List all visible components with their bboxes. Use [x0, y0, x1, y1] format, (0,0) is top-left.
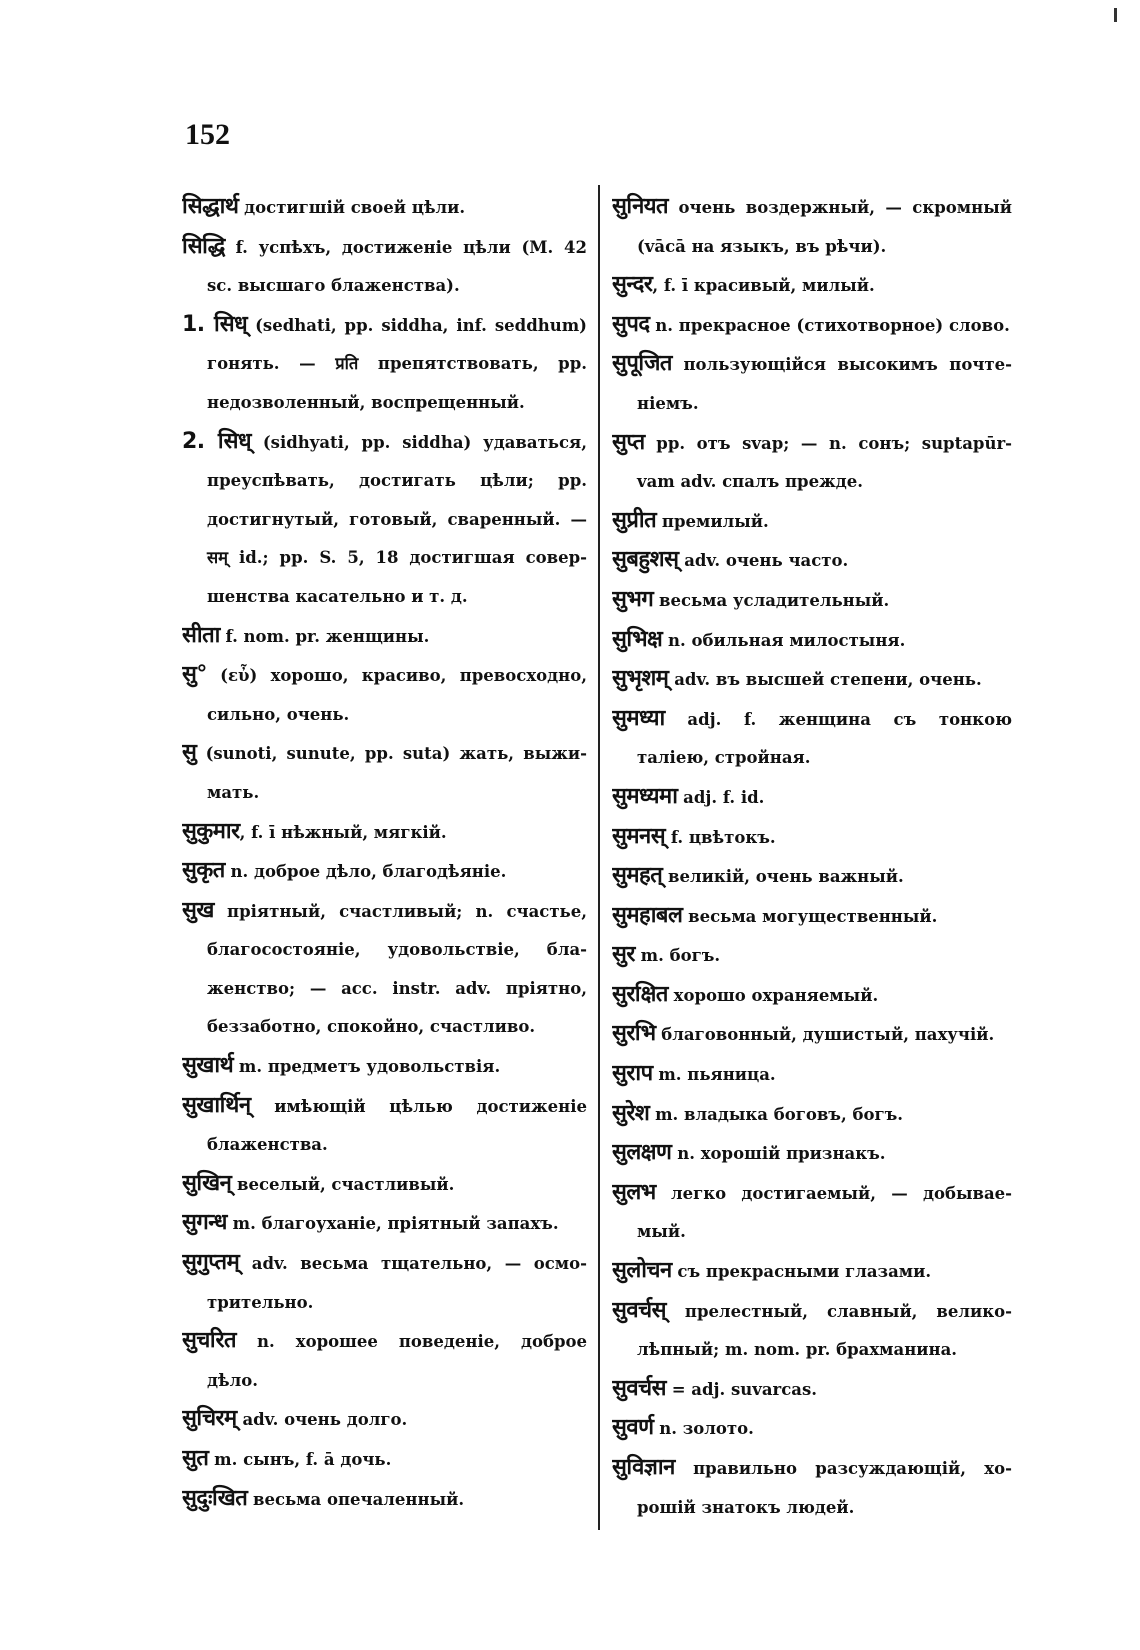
dictionary-entry	[182, 188, 587, 228]
dictionary-entry	[612, 541, 1012, 581]
entry-first-line	[182, 306, 587, 346]
entry-first-line	[612, 818, 1012, 858]
definition-text: легко достигаемый, — добывае-	[655, 1183, 1012, 1203]
entry-first-line	[612, 581, 1012, 621]
headword: सुत	[182, 1446, 209, 1471]
entry-continuation-line	[612, 463, 1012, 502]
entry-first-line	[612, 1015, 1012, 1055]
definition-text: премилый.	[656, 511, 769, 531]
definition-text: (sidhyati, pp. siddha) удаваться,	[251, 432, 587, 452]
headword: सुखार्थिन्	[182, 1092, 251, 1118]
entry-first-line	[612, 936, 1012, 976]
dictionary-entry	[182, 1204, 587, 1244]
definition-text: мый.	[637, 1222, 686, 1242]
definition-text: m. владыка боговъ, богъ.	[649, 1104, 903, 1124]
definition-text: достигнутый, готовый, сваренный. —	[207, 509, 587, 529]
dictionary-entry	[182, 1244, 587, 1322]
definition-text: великій, очень важный.	[662, 867, 904, 887]
headword: सिद्धि	[182, 233, 225, 259]
dictionary-entry	[182, 813, 587, 853]
headword: सुप्रीत	[612, 507, 657, 533]
headword: सुपद	[612, 311, 650, 337]
headword: सुरभि	[612, 1021, 656, 1047]
definition-text: (εὖ) хорошо, красиво, превосходно,	[206, 666, 587, 686]
definition-text: очень воздержный, — скромный	[668, 198, 1012, 217]
definition-text: лѣпный; m. nom. pr. брахманина.	[637, 1340, 958, 1360]
dictionary-entry	[612, 857, 1012, 897]
dictionary-entry	[182, 1440, 587, 1480]
entry-first-line	[182, 423, 587, 463]
entry-first-line	[612, 857, 1012, 897]
column-divider	[598, 185, 600, 1530]
entry-continuation-line	[612, 1331, 1012, 1370]
definition-text: (sunoti, sunute, pp. suta) жать, выжи-	[196, 744, 587, 764]
headword: सुन्दर	[612, 272, 653, 298]
headword: सुनियत	[612, 194, 669, 219]
definition-text: правильно разсуждающій, хо-	[674, 1459, 1012, 1478]
dictionary-entry	[612, 660, 1012, 700]
definition-text: шенства касательно и т. д.	[207, 586, 468, 606]
headword: सुवर्ण	[612, 1415, 654, 1441]
entry-first-line	[182, 1400, 587, 1440]
dictionary-entry	[612, 778, 1012, 818]
definition-text: , f. ī нѣжный, мягкій.	[239, 822, 447, 842]
dictionary-entry	[612, 621, 1012, 661]
entry-first-line	[612, 621, 1012, 661]
entry-first-line	[182, 1440, 587, 1480]
entry-first-line	[182, 813, 587, 853]
entry-first-line	[182, 734, 587, 774]
entry-first-line	[612, 1252, 1012, 1292]
definition-text: सम् id.; pp. S. 5, 18 достигшая совер-	[207, 548, 587, 568]
dictionary-entry	[612, 976, 1012, 1016]
entry-first-line	[182, 892, 587, 932]
entry-first-line	[612, 1134, 1012, 1174]
entry-first-line	[612, 188, 1012, 228]
entry-continuation-line	[182, 696, 587, 735]
headword: सुखिन्	[182, 1170, 232, 1196]
left-column	[182, 188, 587, 1519]
dictionary-entry	[612, 266, 1012, 306]
entry-continuation-line	[182, 462, 587, 501]
scan-edge-mark	[1114, 8, 1117, 22]
dictionary-entry	[612, 581, 1012, 621]
definition-text: (sedhati, pp. siddha, inf. seddhum)	[247, 315, 587, 335]
entry-continuation-line	[182, 1126, 587, 1165]
headword: सुखार्थ	[182, 1053, 234, 1079]
entry-continuation-line	[612, 228, 1012, 267]
headword: सुलभ	[612, 1179, 656, 1205]
dictionary-entry	[612, 818, 1012, 858]
definition-text: sc. высшаго блаженства).	[207, 276, 460, 296]
entry-first-line	[612, 1449, 1012, 1489]
entry-first-line	[612, 1409, 1012, 1449]
entry-first-line	[612, 502, 1012, 542]
definition-text: f. успѣхъ, достиженіе цѣли (M. 42	[224, 237, 587, 257]
definition-text: имѣющій цѣлью достиженіе	[250, 1096, 587, 1116]
dictionary-entry	[182, 892, 587, 1047]
definition-text: хорошо охраняемый.	[667, 985, 879, 1005]
dictionary-entry	[182, 423, 587, 617]
definition-text: = adj. suvarcas.	[665, 1379, 817, 1399]
headword: सुमनस्	[612, 823, 666, 849]
definition-text: благосостояніе, удовольствіе, бла-	[207, 940, 587, 960]
definition-text: пользующійся высокимъ почте-	[671, 355, 1012, 375]
entry-continuation-line	[182, 1284, 587, 1323]
dictionary-entry	[182, 228, 587, 306]
entry-continuation-line	[182, 1008, 587, 1047]
entry-continuation-line	[182, 501, 587, 540]
definition-text: таліею, стройная.	[637, 748, 811, 768]
entry-first-line	[182, 852, 587, 892]
headword: सुलोचन	[612, 1258, 672, 1284]
definition-text: дѣло.	[207, 1370, 258, 1390]
dictionary-entry	[612, 1134, 1012, 1174]
dictionary-entry	[182, 1047, 587, 1087]
headword: सुमध्या	[612, 705, 665, 731]
entry-first-line	[182, 1165, 587, 1205]
headword: सुगुप्तम्	[182, 1250, 240, 1276]
headword: सुदुःखित	[182, 1485, 248, 1511]
headword: सिद्धार्थ	[182, 194, 239, 219]
definition-text: (vācā на языкъ, въ рѣчи).	[637, 236, 887, 256]
definition-text: adj. f. id.	[677, 787, 765, 807]
definition-text: adv. весьма тщательно, — осмо-	[239, 1254, 587, 1274]
entry-first-line	[612, 700, 1012, 740]
dictionary-entry	[612, 188, 1012, 266]
headword: सुमध्यमा	[612, 783, 678, 809]
dictionary-entry	[182, 306, 587, 423]
definition-text: vam adv. спалъ прежде.	[637, 472, 863, 492]
definition-text: n. обильная милостыня.	[662, 630, 906, 650]
entry-first-line	[182, 1204, 587, 1244]
headword: सुभिक्ष	[612, 626, 663, 652]
dictionary-entry	[182, 617, 587, 657]
entry-first-line	[182, 656, 587, 696]
entry-continuation-line	[612, 385, 1012, 424]
entry-first-line	[612, 306, 1012, 346]
entry-first-line	[612, 1174, 1012, 1214]
definition-text: веселый, счастливый.	[231, 1174, 455, 1194]
definition-text: n. доброе дѣло, благодѣяніе.	[224, 862, 507, 882]
definition-text: ніемъ.	[637, 393, 699, 413]
definition-text: pp. отъ svap; — n. сонъ; suptapūr-	[644, 433, 1012, 453]
headword: सुबहुशस्	[612, 547, 679, 573]
entry-first-line	[612, 1095, 1012, 1135]
entry-first-line	[182, 1087, 587, 1127]
dictionary-entry	[182, 1322, 587, 1400]
right-column	[612, 188, 1012, 1527]
definition-text: m. благоуханіе, пріятный запахъ.	[226, 1214, 559, 1234]
dictionary-entry	[182, 656, 587, 734]
dictionary-entry	[612, 1370, 1012, 1410]
definition-text: гонять. — प्रति препятствовать, pp.	[207, 354, 587, 374]
definition-text: блаженства.	[207, 1135, 328, 1155]
entry-first-line	[612, 897, 1012, 937]
dictionary-entry	[612, 345, 1012, 423]
entry-continuation-line	[612, 1213, 1012, 1252]
dictionary-entry	[612, 1409, 1012, 1449]
definition-text: adv. очень долго.	[236, 1410, 408, 1430]
definition-text: adv. въ высшей степени, очень.	[668, 670, 982, 690]
page-number: 152	[185, 118, 230, 151]
definition-text: благовонный, душистый, пахучій.	[655, 1025, 995, 1045]
headword: सुविज्ञान	[612, 1455, 675, 1480]
entry-first-line	[612, 541, 1012, 581]
headword: 1. सिध्	[182, 311, 248, 337]
entry-continuation-line	[182, 774, 587, 813]
entry-first-line	[182, 617, 587, 657]
entry-continuation-line	[612, 739, 1012, 778]
headword: सुरेश	[612, 1100, 650, 1126]
dictionary-entry	[612, 1095, 1012, 1135]
headword: सुवर्चस	[612, 1375, 666, 1401]
entry-first-line	[182, 1480, 587, 1520]
dictionary-entry	[612, 424, 1012, 502]
headword: सुख	[182, 897, 214, 923]
entry-continuation-line	[182, 578, 587, 617]
dictionary-entry	[182, 1480, 587, 1520]
definition-text: f. цвѣтокъ.	[665, 827, 776, 847]
definition-text: сильно, очень.	[207, 704, 350, 724]
definition-text: adv. очень часто.	[678, 551, 849, 571]
definition-text: m. богъ.	[634, 946, 721, 966]
definition-text: мать.	[207, 782, 260, 802]
dictionary-entry	[612, 306, 1012, 346]
dictionary-entry	[182, 734, 587, 812]
entry-continuation-line	[182, 1362, 587, 1401]
definition-text: недозволенный, воспрещенный.	[207, 392, 525, 412]
headword: सुगन्ध	[182, 1210, 227, 1236]
headword: सु°	[182, 662, 207, 688]
entry-first-line	[612, 660, 1012, 700]
entry-first-line	[182, 228, 587, 268]
entry-first-line	[612, 778, 1012, 818]
dictionary-entry	[612, 1055, 1012, 1095]
definition-text: пріятный, счастливый; n. счастье,	[213, 901, 587, 921]
headword: सुकुमार	[182, 818, 240, 844]
definition-text: n. золото.	[653, 1419, 754, 1439]
entry-first-line	[182, 1244, 587, 1284]
entry-continuation-line	[182, 539, 587, 578]
entry-first-line	[612, 976, 1012, 1016]
headword: सुचिरम्	[182, 1406, 237, 1432]
definition-text: весьма опечаленный.	[247, 1489, 465, 1509]
entry-first-line	[182, 1047, 587, 1087]
headword: सु	[182, 740, 197, 766]
definition-text: m. пьяница.	[652, 1065, 776, 1085]
headword: सुप्त	[612, 429, 645, 455]
dictionary-entry	[612, 1449, 1012, 1527]
headword: सीता	[182, 622, 220, 648]
definition-text: трительно.	[207, 1292, 314, 1312]
headword: सुमहाबल	[612, 902, 683, 928]
entry-continuation-line	[612, 1489, 1012, 1528]
dictionary-entry	[612, 1252, 1012, 1292]
entry-first-line	[612, 266, 1012, 306]
definition-text: рошій знатокъ людей.	[637, 1497, 855, 1517]
headword: सुर	[612, 942, 635, 968]
dictionary-entry	[612, 700, 1012, 778]
definition-text: достигшій своей цѣли.	[238, 198, 466, 217]
headword: सुमहत्	[612, 863, 663, 889]
definition-text: m. предметъ удовольствія.	[233, 1057, 501, 1077]
entry-first-line	[612, 424, 1012, 464]
definition-text: весьма могущественный.	[682, 906, 938, 926]
definition-text: n. хорошее поведеніе, доброе	[236, 1332, 587, 1352]
entry-first-line	[612, 1292, 1012, 1332]
headword: सुराप	[612, 1061, 653, 1087]
definition-text: беззаботно, спокойно, счастливо.	[207, 1017, 536, 1037]
definition-text: весьма усладительный.	[653, 590, 890, 610]
headword: सुकृत	[182, 858, 225, 884]
dictionary-entry	[612, 897, 1012, 937]
headword: सुलक्षण	[612, 1140, 672, 1166]
definition-text: n. хорошій признакъ.	[671, 1144, 886, 1164]
dictionary-entry	[182, 1087, 587, 1165]
entry-continuation-line	[182, 931, 587, 970]
entry-continuation-line	[182, 384, 587, 423]
entry-first-line	[612, 1055, 1012, 1095]
dictionary-entry	[612, 1015, 1012, 1055]
headword: 2. सिध्	[182, 428, 252, 454]
dictionary-entry	[182, 1165, 587, 1205]
dictionary-entry	[182, 1400, 587, 1440]
headword: सुभग	[612, 586, 654, 612]
definition-text: adj. f. женщина съ тонкою	[664, 709, 1012, 729]
definition-text: съ прекрасными глазами.	[671, 1262, 932, 1282]
dictionary-entry	[612, 502, 1012, 542]
entry-continuation-line	[182, 267, 587, 306]
headword: सुचरित	[182, 1328, 237, 1354]
dictionary-entry	[612, 1292, 1012, 1370]
entry-continuation-line	[182, 970, 587, 1009]
definition-text: преуспѣвать, достигать цѣли; pp.	[207, 471, 587, 491]
entry-first-line	[612, 345, 1012, 385]
entry-first-line	[612, 1370, 1012, 1410]
definition-text: f. nom. pr. женщины.	[219, 626, 430, 646]
entry-first-line	[182, 188, 587, 228]
headword: सुवर्चस्	[612, 1297, 666, 1323]
entry-continuation-line	[182, 345, 587, 384]
dictionary-entry	[612, 936, 1012, 976]
headword: सुभृशम्	[612, 666, 669, 692]
definition-text: женство; — acc. instr. adv. пріятно,	[207, 978, 587, 998]
headword: सुपूजित	[612, 351, 672, 377]
definition-text: m. сынъ, f. ā дочь.	[208, 1450, 392, 1469]
dictionary-entry	[612, 1174, 1012, 1252]
definition-text: прелестный, славный, велико-	[665, 1301, 1012, 1321]
definition-text: n. прекрасное (стихотворное) слово.	[649, 315, 1010, 335]
headword: सुरक्षित	[612, 981, 668, 1007]
definition-text: , f. ī красивый, милый.	[652, 276, 875, 296]
dictionary-entry	[182, 852, 587, 892]
entry-first-line	[182, 1322, 587, 1362]
